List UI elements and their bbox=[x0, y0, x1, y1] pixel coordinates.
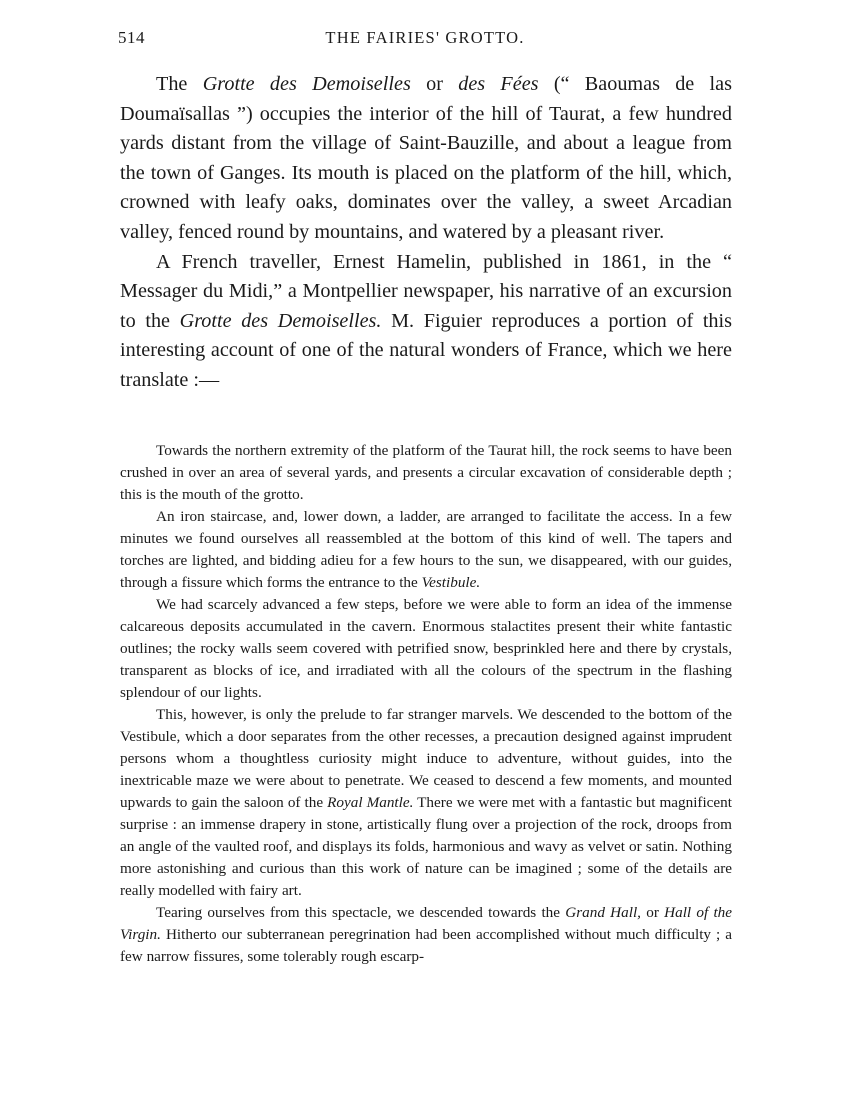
paragraph bbox=[120, 440, 732, 506]
text-run: (“ Baoumas de las Doumaïsallas ”) occupies the interior of the hill of Taurat, a few hundred yards distant from the village of Saint-Bauzille, and about a league from the town of Ganges. Its mouth is placed on the platform of the hill, which, crowned with leafy oaks, dominates over the valley, a sweet Arcadian valley, fenced round by mountains, and watered by a pleasant river. bbox=[120, 73, 732, 243]
page-header bbox=[118, 28, 732, 54]
paragraph bbox=[120, 704, 732, 902]
text-run: or bbox=[410, 73, 459, 95]
text-run: Tearing ourselves from this spectacle, we descended towards the bbox=[156, 904, 566, 921]
text-run: We had scarcely advanced a few steps, before we were able to form an idea of the immense calcareous deposits accumulated in the cavern. Enormous stalactites present their white fantastic outlines; the rocky walls seem covered with petrified snow, besprinkled here and there by crystals, transparent as blocks of ice, and irradiated with all the colours of the spectrum in the flashing splendour of our lights. bbox=[120, 596, 732, 701]
text-run: The bbox=[156, 73, 203, 95]
paragraph bbox=[120, 70, 732, 248]
text-run: M. Figuier reproduces a portion of this interesting account of one of the natural wonders of France, which we here translate :— bbox=[120, 309, 732, 391]
italic-run: Grotte des Demoiselles. bbox=[179, 309, 382, 332]
text-run: or bbox=[640, 904, 665, 921]
running-title: THE FAIRIES' GROTTO. bbox=[325, 28, 525, 47]
text-run: There we were met with a fantastic but magnificent surprise : an immense drapery in stone, artistically flung over a projection of the rock, droops from an angle of the vaulted roof, and displays its folds, harmonious and wavy as velvet or satin. Nothing more astonishing and curious than this work of nature can be imagined ; some of the details are really modelled with fairy art. bbox=[120, 794, 732, 899]
paragraph bbox=[120, 902, 732, 968]
text-run: A French traveller, Ernest Hamelin, published in 1861, in the “ Messager du Midi,” a Montpellier newspaper, his narrative of an excursion to the bbox=[120, 250, 732, 332]
text-run: This, however, is only the prelude to far stranger marvels. We descended to the bottom of the Vestibule, which a door separates from the other recesses, a precaution designed against imprudent persons whom a thoughtless curiosity might induce to adventure, without guides, into the inextricable maze we were about to penetrate. We ceased to descend a few moments, and mounted upwards to gain the saloon of the bbox=[120, 706, 732, 811]
text-run: An iron staircase, and, lower down, a ladder, are arranged to facilitate the access. In a few minutes we found ourselves all reassembled at the bottom of this kind of well. The tapers and torches are lighted, and bidding adieu for a few hours to the sun, we disappeared, with our guides, through a fissure which forms the entrance to the bbox=[120, 508, 732, 591]
paragraph bbox=[120, 594, 732, 704]
italic-run: des Fées bbox=[458, 73, 539, 95]
page-number: 514 bbox=[118, 28, 145, 47]
italic-run: Grotte des Demoiselles bbox=[202, 73, 411, 95]
italic-run: Hall of the Virgin. bbox=[120, 904, 733, 943]
italic-run: Grand Hall, bbox=[565, 904, 641, 921]
quoted-narrative bbox=[120, 440, 732, 968]
intro-text bbox=[120, 70, 732, 396]
italic-run: Vestibule. bbox=[421, 574, 481, 591]
text-run: Hitherto our subterranean peregrination had been accomplished without much difficulty ; a few narrow fissures, some tolerably rough escarp- bbox=[120, 926, 732, 965]
paragraph bbox=[120, 506, 732, 594]
text-run: Towards the northern extremity of the platform of the Taurat hill, the rock seems to have been crushed in over an area of several yards, and presents a circular excavation of considerable depth ; this is the mouth of the grotto. bbox=[120, 442, 732, 503]
italic-run: Royal Mantle. bbox=[327, 794, 414, 811]
paragraph bbox=[120, 248, 732, 396]
